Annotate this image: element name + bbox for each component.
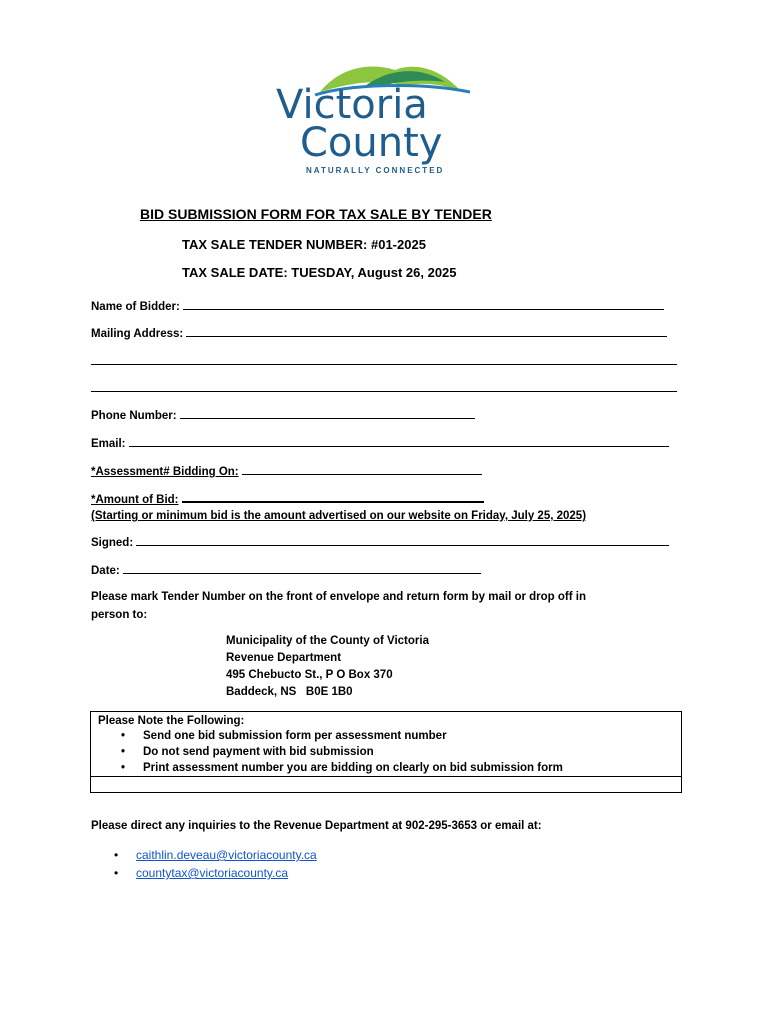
notes-box (90, 711, 682, 793)
email-label: Email: (91, 438, 126, 450)
logo-word-county: County (300, 120, 443, 166)
email-row (91, 436, 669, 451)
email-list-item (114, 864, 288, 882)
notes-item: • Send one bid submission form per assessment number (121, 730, 447, 742)
signed-row (91, 535, 669, 550)
bullet-icon: • (114, 866, 119, 880)
victoria-county-logo (270, 62, 500, 182)
bidder-name-field[interactable] (183, 299, 664, 310)
mailing-address-row (91, 326, 667, 341)
address-line-4: Baddeck, NS B0E 1B0 (226, 686, 353, 698)
notes-item: • Print assessment number you are bidding on clearly on bid submission form (121, 762, 563, 774)
bullet-icon: • (121, 762, 126, 774)
bullet-icon: • (121, 730, 126, 742)
tender-number: TAX SALE TENDER NUMBER: #01-2025 (182, 237, 426, 252)
sale-date: TAX SALE DATE: TUESDAY, August 26, 2025 (182, 265, 457, 280)
inquiry-text: Please direct any inquiries to the Revenue Department at 902-295-3653 or email at: (91, 820, 542, 832)
address-line-1: Municipality of the County of Victoria (226, 635, 429, 647)
email-list-item (114, 846, 317, 864)
notes-divider (91, 776, 681, 777)
amount-field[interactable] (182, 491, 484, 503)
amount-row (91, 491, 484, 507)
date-field[interactable] (123, 563, 481, 574)
email-field[interactable] (129, 436, 669, 447)
phone-label: Phone Number: (91, 410, 177, 422)
bullet-icon: • (121, 746, 126, 758)
date-row (91, 563, 481, 578)
address-line-2: Revenue Department (226, 652, 342, 664)
mailing-address-line-2[interactable] (91, 364, 677, 365)
assessment-field[interactable] (242, 464, 482, 475)
phone-row (91, 408, 475, 423)
mailing-instructions-cont: person to: (91, 609, 148, 621)
notes-item: • Do not send payment with bid submission (121, 746, 374, 758)
mailing-instructions: Please mark Tender Number on the front of envelope and return form by mail or drop off in (91, 591, 586, 603)
signature-field[interactable] (136, 535, 669, 546)
logo-word-victoria: Victoria (276, 82, 428, 128)
date-label: Date: (91, 565, 120, 577)
assessment-row (91, 464, 482, 479)
amount-label: *Amount of Bid: (91, 494, 179, 506)
bidder-name-row (91, 299, 664, 314)
notes-heading: Please Note the Following: (98, 715, 245, 727)
mailing-address-label: Mailing Address: (91, 328, 184, 340)
email-link-caithlin[interactable]: caithlin.deveau@victoriacounty.ca (136, 848, 317, 862)
logo-tagline: NATURALLY CONNECTED (306, 166, 445, 175)
form-title: BID SUBMISSION FORM FOR TAX SALE BY TENDER (140, 206, 492, 222)
address-line-3: 495 Chebucto St., P O Box 370 (226, 669, 393, 681)
phone-field[interactable] (180, 408, 475, 419)
mailing-address-line-3[interactable] (91, 391, 677, 392)
email-link-countytax[interactable]: countytax@victoriacounty.ca (136, 866, 289, 880)
bullet-icon: • (114, 848, 119, 862)
assessment-label: *Assessment# Bidding On: (91, 466, 239, 478)
mailing-address-field[interactable] (186, 326, 667, 337)
amount-note: (Starting or minimum bid is the amount advertised on our website on Friday, July 25, 2025) (91, 510, 587, 522)
bidder-name-label: Name of Bidder: (91, 301, 180, 313)
signed-label: Signed: (91, 537, 134, 549)
